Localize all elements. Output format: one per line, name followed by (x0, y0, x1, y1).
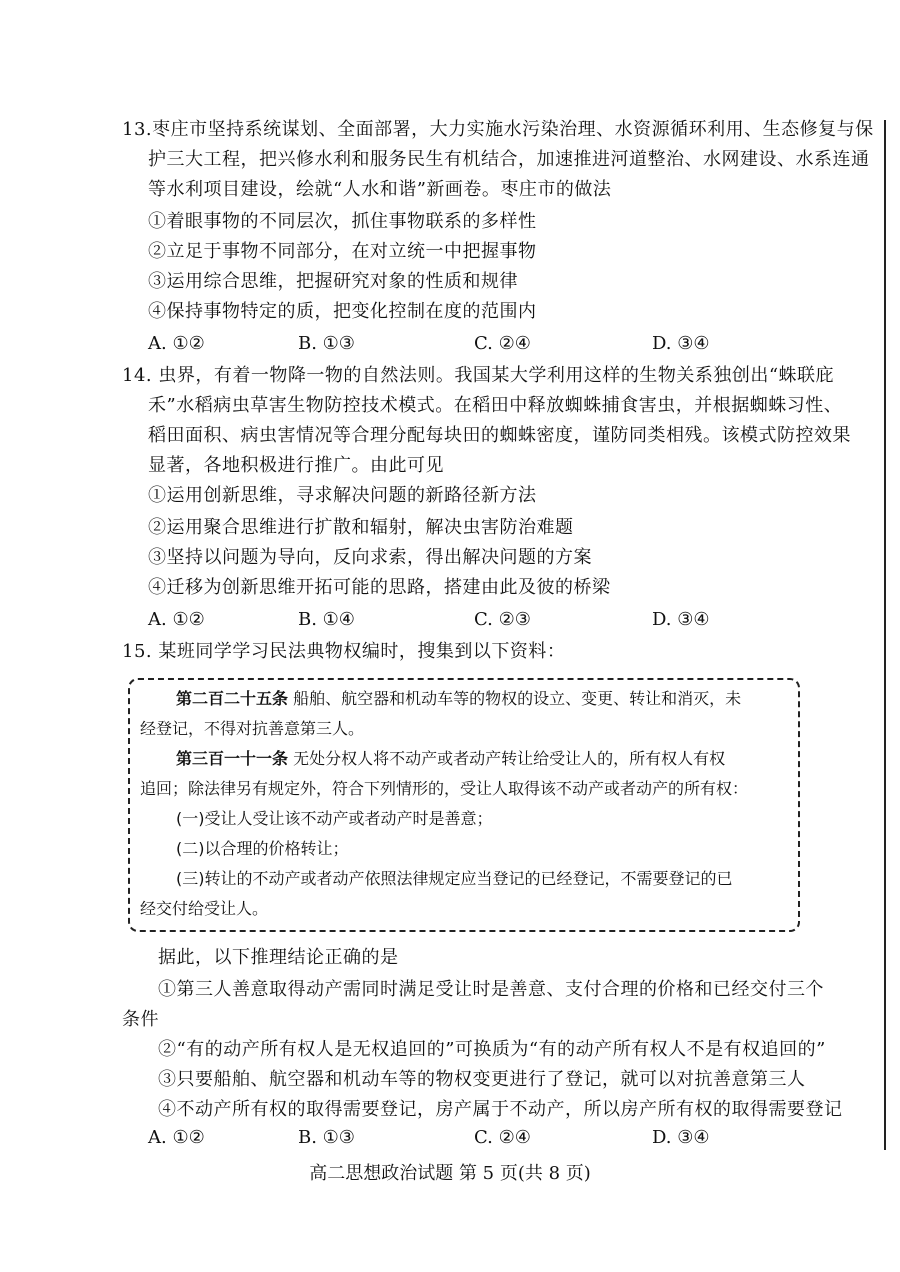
q14-stem-line-2: 禾”水稻病虫草害生物防控技术模式。在稻田中释放蜘蛛捕食害虫，并根据蜘蛛习性、 (148, 395, 843, 416)
q15-option-2: ②“有的动产所有权人是无权追回的”可换质为“有的动产所有权人不是有权追回的” (158, 1039, 826, 1060)
q14-option-3: ③坚持以问题为导向，反向求索，得出解决问题的方案 (148, 547, 592, 568)
q14-option-1: ①运用创新思维，寻求解决问题的新路径新方法 (148, 485, 537, 506)
article-311-line-1 (176, 746, 725, 772)
q15-option-4: ④不动产所有权的取得需要登记，房产属于不动产，所以房产所有权的取得需要登记 (158, 1099, 843, 1120)
q13-option-3: ③运用综合思维，把握研究对象的性质和规律 (148, 271, 518, 292)
article-311-title: 第三百一十一条 (176, 749, 289, 768)
article-311-item-3b: 经交付给受让人。 (140, 899, 269, 918)
q14-stem-line-4: 显著，各地积极进行推广。由此可见 (148, 455, 444, 476)
q14-choices (148, 606, 768, 634)
q15-choices (148, 1124, 768, 1152)
q15-option-1: ①第三人善意取得动产需同时满足受让时是善意、支付合理的价格和已经交付三个 (158, 979, 824, 1000)
q13-option-4: ④保持事物特定的质，把变化控制在度的范围内 (148, 301, 537, 322)
article-311-item-1: (一)受让人受让该不动产或者动产时是善意； (176, 809, 493, 828)
article-225-line-1 (176, 686, 741, 712)
q13-choice-b: B. ①③ (298, 333, 355, 354)
article-311-text-1: 无处分权人将不动产或者动产转让给受让人的，所有权人有权 (288, 749, 726, 768)
q15-choice-a: A. ①② (148, 1127, 205, 1148)
q13-choice-d: D. ③④ (652, 333, 710, 354)
q14-choice-c: C. ②③ (474, 609, 531, 630)
q14-choice-d: D. ③④ (652, 609, 710, 630)
article-225-text-1: 船舶、航空器和机动车等的物权的设立、变更、转让和消灭，未 (288, 689, 742, 708)
article-225-title: 第二百二十五条 (176, 689, 289, 708)
q15-option-1-cont: 条件 (122, 1009, 159, 1030)
q13-choice-c: C. ②④ (474, 333, 531, 354)
q13-option-2: ②立足于事物不同部分，在对立统一中把握事物 (148, 241, 537, 262)
q14-option-2: ②运用聚合思维进行扩散和辐射，解决虫害防治难题 (148, 517, 574, 538)
q13-stem-line-1: 13.枣庄市坚持系统谋划、全面部署，大力实施水污染治理、水资源循环利用、生态修复与保 (122, 119, 874, 140)
article-311-item-3a: (三)转让的不动产或者动产依照法律规定应当登记的已经登记，不需要登记的已 (176, 869, 733, 888)
q14-option-4: ④迁移为创新思维开拓可能的思路，搭建由此及彼的桥梁 (148, 577, 611, 598)
q14-stem-line-1: 14. 虫界，有着一物降一物的自然法则。我国某大学利用这样的生物关系独创出“蛛联庇 (122, 365, 835, 386)
article-311-line-2: 追回；除法律另有规定外，符合下列情形的，受让人取得该不动产或者动产的所有权： (140, 779, 749, 798)
page-footer: 高二思想政治试题 第 5 页(共 8 页) (309, 1163, 591, 1184)
q15-choice-b: B. ①③ (298, 1127, 355, 1148)
article-311-item-2: (二)以合理的价格转让； (176, 839, 349, 858)
q15-choice-d: D. ③④ (652, 1127, 710, 1148)
q13-stem-line-3: 等水利项目建设，绘就“人水和谐”新画卷。枣庄市的做法 (148, 179, 612, 200)
q13-choices (148, 330, 768, 358)
q15-option-3: ③只要船舶、航空器和机动车等的物权变更进行了登记，就可以对抗善意第三人 (158, 1069, 806, 1090)
q14-choice-b: B. ①④ (298, 609, 355, 630)
page-right-rule (884, 120, 886, 1150)
article-225-line-2: 经登记，不得对抗善意第三人。 (140, 719, 365, 738)
q13-stem-line-2: 护三大工程，把兴修水利和服务民生有机结合，加速推进河道整治、水网建设、水系连通 (148, 149, 870, 170)
q15-stem: 据此，以下推理结论正确的是 (158, 947, 399, 968)
q15-intro: 15. 某班同学学习民法典物权编时，搜集到以下资料： (122, 641, 566, 662)
q14-choice-a: A. ①② (148, 609, 205, 630)
q13-choice-a: A. ①② (148, 333, 205, 354)
q14-stem-line-3: 稻田面积、病虫害情况等合理分配每块田的蜘蛛密度，谨防同类相残。该模式防控效果 (148, 425, 851, 446)
q13-option-1: ①着眼事物的不同层次，抓住事物联系的多样性 (148, 211, 537, 232)
q15-choice-c: C. ②④ (474, 1127, 531, 1148)
